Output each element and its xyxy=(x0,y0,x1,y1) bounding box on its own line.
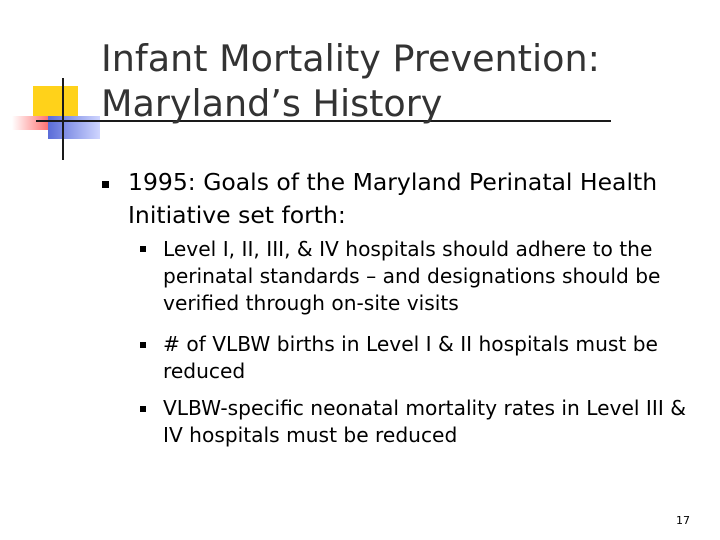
sub-bullet-text: VLBW-specific neonatal mortality rates in Level III & IV hospitals must be reduced xyxy=(163,396,686,447)
slide-title xyxy=(101,36,701,126)
page-number: 17 xyxy=(676,514,690,527)
square-bullet-icon xyxy=(140,406,146,412)
square-bullet-icon xyxy=(102,181,109,188)
square-bullet-icon xyxy=(140,246,146,252)
square-bullet-icon xyxy=(140,342,146,348)
accent-vertical-line xyxy=(62,78,64,160)
title-line-2: Maryland’s History xyxy=(101,82,443,125)
title-line-1: Infant Mortality Prevention: xyxy=(101,37,600,80)
sub-bullet-text: Level I, II, III, & IV hospitals should adhere to the perinatal standards – and designations should be verified through on-site visits xyxy=(163,237,661,315)
sub-bullet-text: # of VLBW births in Level I & II hospitals must be reduced xyxy=(163,332,658,383)
main-bullet-text: 1995: Goals of the Maryland Perinatal Health Initiative set forth: xyxy=(128,168,658,229)
